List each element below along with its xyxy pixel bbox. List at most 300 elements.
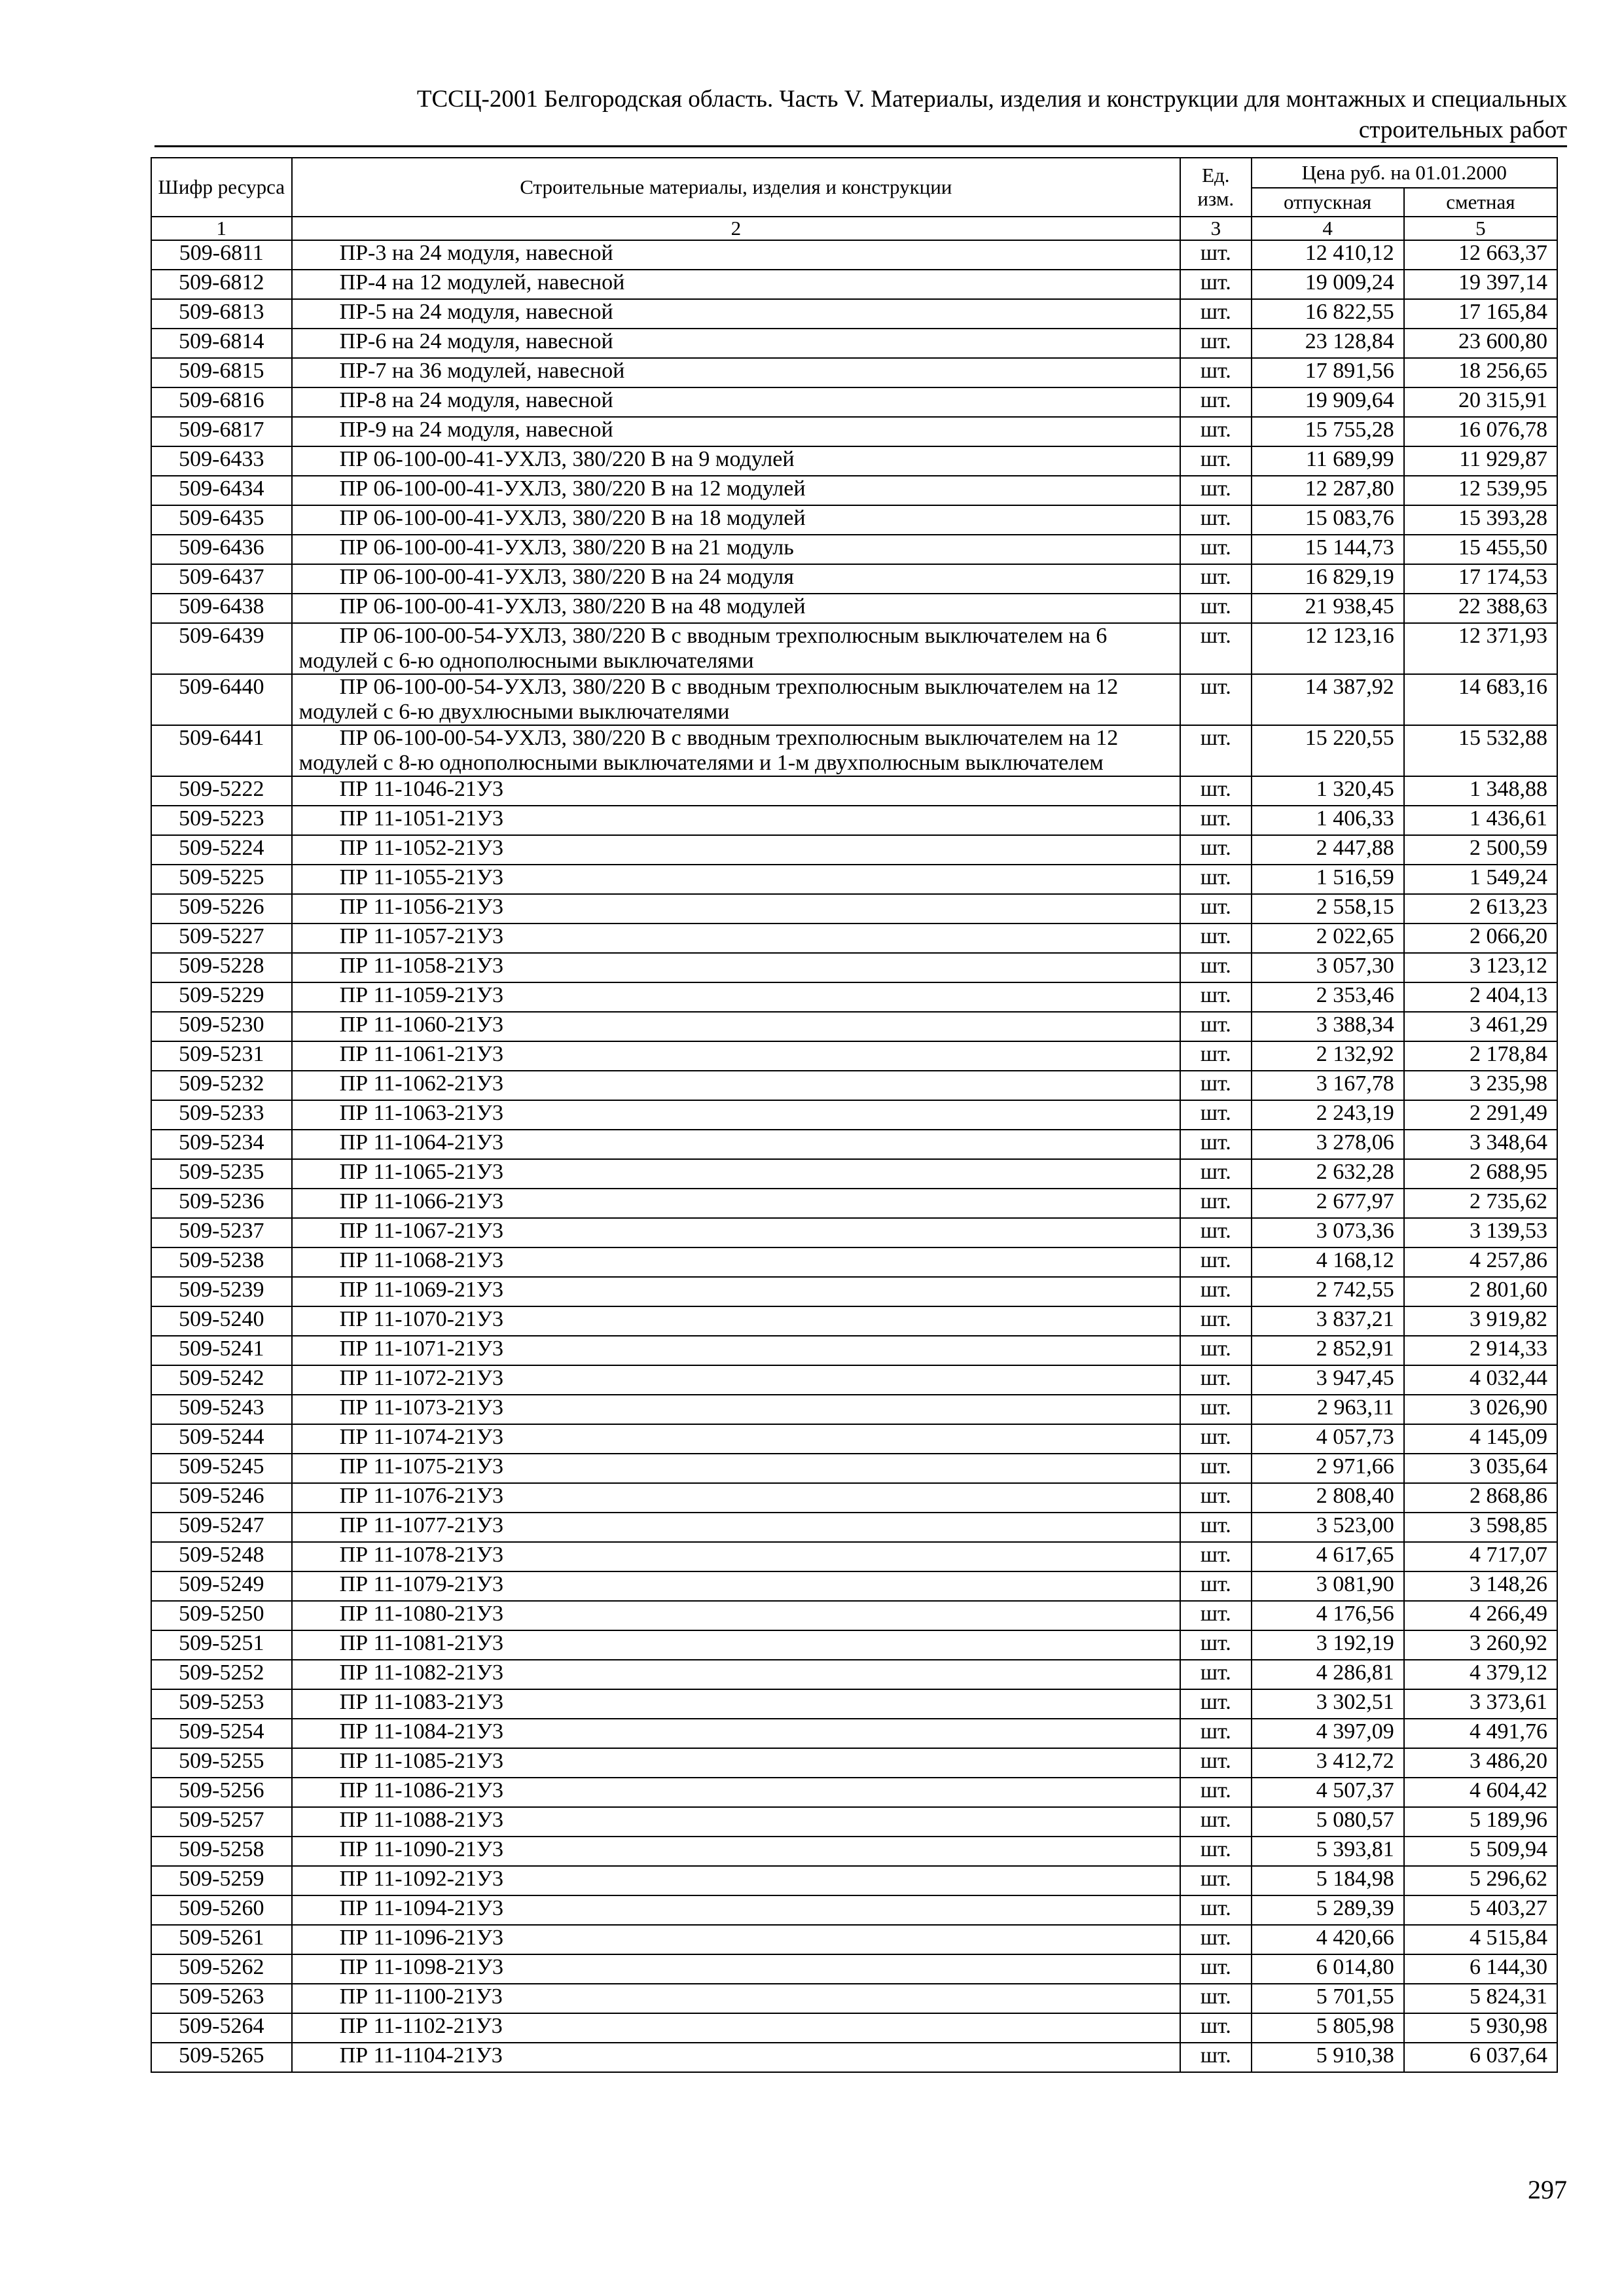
unit-cell: шт. [1180,725,1251,776]
table-row [151,623,1557,674]
col-number: 2 [292,217,1181,240]
table-row [151,329,1557,358]
unit-cell: шт. [1180,1012,1251,1041]
material-name-cell: ПР 11-1072-21У3 [292,1365,1181,1395]
estimate-price-cell: 15 532,88 [1404,725,1557,776]
unit-cell: шт. [1180,358,1251,387]
unit-cell: шт. [1180,894,1251,924]
material-name-cell: ПР 11-1085-21У3 [292,1748,1181,1778]
estimate-price-cell: 22 388,63 [1404,594,1557,623]
table-row [151,865,1557,894]
table-row [151,1837,1557,1866]
release-price-cell: 2 558,15 [1252,894,1404,924]
release-price-cell: 16 822,55 [1252,299,1404,329]
release-price-cell: 4 507,37 [1252,1778,1404,1807]
unit-cell: шт. [1180,1277,1251,1306]
estimate-price-cell: 4 379,12 [1404,1660,1557,1689]
page-header [154,84,1567,147]
resource-code-cell: 509-5249 [151,1571,292,1601]
resource-code-cell: 509-5239 [151,1277,292,1306]
table-row [151,358,1557,387]
table-row [151,387,1557,417]
release-price-cell: 4 057,73 [1252,1424,1404,1454]
estimate-price-cell: 17 165,84 [1404,299,1557,329]
material-name-cell: ПР 11-1071-21У3 [292,1336,1181,1365]
estimate-price-cell: 2 735,62 [1404,1189,1557,1218]
release-price-cell: 21 938,45 [1252,594,1404,623]
resource-code-cell: 509-5263 [151,1984,292,2013]
resource-code-cell: 509-5253 [151,1689,292,1719]
unit-cell: шт. [1180,2013,1251,2043]
table-row [151,2043,1557,2072]
table-row [151,417,1557,446]
release-price-cell: 17 891,56 [1252,358,1404,387]
page-number: 297 [1528,2175,1567,2204]
table-body [151,240,1557,2072]
col-number: 3 [1180,217,1251,240]
release-price-cell: 15 144,73 [1252,535,1404,564]
resource-code-cell: 509-5238 [151,1247,292,1277]
estimate-price-cell: 3 348,64 [1404,1130,1557,1159]
material-name-cell: ПР 11-1079-21У3 [292,1571,1181,1601]
table-row [151,1071,1557,1100]
material-name-cell: ПР 11-1060-21У3 [292,1012,1181,1041]
material-name-cell: ПР 06-100-00-41-УХЛ3, 380/220 В на 21 модуль [292,535,1181,564]
estimate-price-cell: 17 174,53 [1404,564,1557,594]
unit-cell: шт. [1180,535,1251,564]
material-name-cell: ПР 11-1056-21У3 [292,894,1181,924]
col-header-price-release: отпускная [1252,188,1404,217]
release-price-cell: 2 022,65 [1252,924,1404,953]
unit-cell: шт. [1180,1895,1251,1925]
material-name-cell: ПР 11-1084-21У3 [292,1719,1181,1748]
material-name-cell: ПР 11-1076-21У3 [292,1483,1181,1513]
unit-cell: шт. [1180,2043,1251,2072]
col-header-name: Строительные материалы, изделия и конструкции [292,158,1181,217]
material-name-cell: ПР 06-100-00-41-УХЛ3, 380/220 В на 9 модулей [292,446,1181,476]
price-table [151,157,1558,2073]
unit-cell: шт. [1180,953,1251,982]
release-price-cell: 3 302,51 [1252,1689,1404,1719]
material-name-cell: ПР 11-1070-21У3 [292,1306,1181,1336]
release-price-cell: 4 286,81 [1252,1660,1404,1689]
resource-code-cell: 509-5226 [151,894,292,924]
unit-cell: шт. [1180,299,1251,329]
material-name-cell: ПР 11-1067-21У3 [292,1218,1181,1247]
estimate-price-cell: 2 613,23 [1404,894,1557,924]
resource-code-cell: 509-5260 [151,1895,292,1925]
material-name-cell: ПР 11-1090-21У3 [292,1837,1181,1866]
unit-cell: шт. [1180,1159,1251,1189]
table-row [151,1247,1557,1277]
table-row [151,2013,1557,2043]
material-name-cell: ПР-4 на 12 модулей, навесной [292,270,1181,299]
material-name-cell: ПР 06-100-00-41-УХЛ3, 380/220 В на 48 модулей [292,594,1181,623]
table-row [151,1778,1557,1807]
resource-code-cell: 509-5235 [151,1159,292,1189]
resource-code-cell: 509-6815 [151,358,292,387]
unit-cell: шт. [1180,505,1251,535]
resource-code-cell: 509-5246 [151,1483,292,1513]
material-name-cell: ПР 11-1081-21У3 [292,1630,1181,1660]
release-price-cell: 5 910,38 [1252,2043,1404,2072]
release-price-cell: 12 123,16 [1252,623,1404,674]
unit-cell: шт. [1180,1365,1251,1395]
table-row [151,1807,1557,1837]
estimate-price-cell: 3 139,53 [1404,1218,1557,1247]
release-price-cell: 14 387,92 [1252,674,1404,725]
table-row [151,1483,1557,1513]
table-row [151,1130,1557,1159]
material-name-cell: ПР 11-1074-21У3 [292,1424,1181,1454]
resource-code-cell: 509-5229 [151,982,292,1012]
material-name-cell: ПР 11-1069-21У3 [292,1277,1181,1306]
release-price-cell: 15 755,28 [1252,417,1404,446]
estimate-price-cell: 4 491,76 [1404,1719,1557,1748]
table-row [151,1866,1557,1895]
table-row [151,1454,1557,1483]
estimate-price-cell: 2 178,84 [1404,1041,1557,1071]
col-header-price-estimate: сметная [1404,188,1557,217]
material-name-cell: ПР-6 на 24 модуля, навесной [292,329,1181,358]
resource-code-cell: 509-5232 [151,1071,292,1100]
table-row [151,1660,1557,1689]
resource-code-cell: 509-5242 [151,1365,292,1395]
release-price-cell: 2 632,28 [1252,1159,1404,1189]
estimate-price-cell: 12 371,93 [1404,623,1557,674]
resource-code-cell: 509-6816 [151,387,292,417]
unit-cell: шт. [1180,1542,1251,1571]
unit-cell: шт. [1180,865,1251,894]
resource-code-cell: 509-6811 [151,240,292,270]
table-row [151,1954,1557,1984]
material-name-cell: ПР 11-1078-21У3 [292,1542,1181,1571]
table-row [151,1100,1557,1130]
release-price-cell: 2 742,55 [1252,1277,1404,1306]
table-row [151,1395,1557,1424]
estimate-price-cell: 5 296,62 [1404,1866,1557,1895]
unit-cell: шт. [1180,1866,1251,1895]
release-price-cell: 2 808,40 [1252,1483,1404,1513]
resource-code-cell: 509-5240 [151,1306,292,1336]
release-price-cell: 2 447,88 [1252,835,1404,865]
resource-code-cell: 509-5241 [151,1336,292,1365]
release-price-cell: 4 397,09 [1252,1719,1404,1748]
estimate-price-cell: 2 868,86 [1404,1483,1557,1513]
estimate-price-cell: 4 032,44 [1404,1365,1557,1395]
material-name-cell: ПР 06-100-00-41-УХЛ3, 380/220 В на 18 модулей [292,505,1181,535]
material-name-cell: ПР 06-100-00-54-УХЛ3, 380/220 В с вводным трехполюсным выключателем на 6 модулей с 6-ю однополюсными выключателями [292,623,1181,674]
material-name-cell: ПР 11-1046-21У3 [292,776,1181,806]
resource-code-cell: 509-5256 [151,1778,292,1807]
estimate-price-cell: 5 930,98 [1404,2013,1557,2043]
resource-code-cell: 509-5262 [151,1954,292,1984]
material-name-cell: ПР 06-100-00-54-УХЛ3, 380/220 В с вводным трехполюсным выключателем на 12 модулей с 8-ю однополюсными выключателями и 1-м двухполюсным выключателем [292,725,1181,776]
material-name-cell: ПР 11-1092-21У3 [292,1866,1181,1895]
unit-cell: шт. [1180,1454,1251,1483]
resource-code-cell: 509-5228 [151,953,292,982]
release-price-cell: 1 320,45 [1252,776,1404,806]
estimate-price-cell: 23 600,80 [1404,329,1557,358]
table-row [151,1748,1557,1778]
resource-code-cell: 509-5261 [151,1925,292,1954]
release-price-cell: 4 176,56 [1252,1601,1404,1630]
table-row [151,1984,1557,2013]
unit-cell: шт. [1180,1336,1251,1365]
estimate-price-cell: 2 066,20 [1404,924,1557,953]
table-row [151,806,1557,835]
material-name-cell: ПР 06-100-00-54-УХЛ3, 380/220 В с вводным трехполюсным выключателем на 12 модулей с 6-ю двухлюсными выключателями [292,674,1181,725]
unit-cell: шт. [1180,594,1251,623]
table-row [151,240,1557,270]
release-price-cell: 4 617,65 [1252,1542,1404,1571]
unit-cell: шт. [1180,806,1251,835]
table-row [151,1365,1557,1395]
release-price-cell: 3 388,34 [1252,1012,1404,1041]
release-price-cell: 2 852,91 [1252,1336,1404,1365]
material-name-cell: ПР-5 на 24 модуля, навесной [292,299,1181,329]
header-title-line1: ТССЦ-2001 Белгородская область. Часть V. Материалы, изделия и конструкции для монтажных и специальных [416,86,1567,113]
unit-cell: шт. [1180,1601,1251,1630]
resource-code-cell: 509-5259 [151,1866,292,1895]
release-price-cell: 19 909,64 [1252,387,1404,417]
estimate-price-cell: 14 683,16 [1404,674,1557,725]
resource-code-cell: 509-5231 [151,1041,292,1071]
table-row [151,270,1557,299]
resource-code-cell: 509-5254 [151,1719,292,1748]
release-price-cell: 2 132,92 [1252,1041,1404,1071]
resource-code-cell: 509-5230 [151,1012,292,1041]
resource-code-cell: 509-6440 [151,674,292,725]
table-row [151,1336,1557,1365]
material-name-cell: ПР 11-1061-21У3 [292,1041,1181,1071]
material-name-cell: ПР 11-1088-21У3 [292,1807,1181,1837]
table-row [151,1542,1557,1571]
col-number: 4 [1252,217,1404,240]
release-price-cell: 12 287,80 [1252,476,1404,505]
resource-code-cell: 509-5223 [151,806,292,835]
estimate-price-cell: 2 291,49 [1404,1100,1557,1130]
estimate-price-cell: 2 404,13 [1404,982,1557,1012]
unit-cell: шт. [1180,1954,1251,1984]
estimate-price-cell: 3 035,64 [1404,1454,1557,1483]
resource-code-cell: 509-5258 [151,1837,292,1866]
estimate-price-cell: 2 688,95 [1404,1159,1557,1189]
resource-code-cell: 509-5251 [151,1630,292,1660]
table-row [151,1895,1557,1925]
table-row [151,594,1557,623]
resource-code-cell: 509-5222 [151,776,292,806]
material-name-cell: ПР 11-1068-21У3 [292,1247,1181,1277]
header-title-line2: строительных работ [1358,117,1567,143]
table-row [151,1189,1557,1218]
estimate-price-cell: 4 604,42 [1404,1778,1557,1807]
estimate-price-cell: 11 929,87 [1404,446,1557,476]
material-name-cell: ПР-8 на 24 модуля, навесной [292,387,1181,417]
table-row [151,1719,1557,1748]
unit-cell: шт. [1180,1925,1251,1954]
table-row [151,894,1557,924]
unit-cell: шт. [1180,1689,1251,1719]
table-row [151,1218,1557,1247]
unit-cell: шт. [1180,623,1251,674]
estimate-price-cell: 4 266,49 [1404,1601,1557,1630]
resource-code-cell: 509-5227 [151,924,292,953]
estimate-price-cell: 5 509,94 [1404,1837,1557,1866]
estimate-price-cell: 2 500,59 [1404,835,1557,865]
estimate-price-cell: 2 801,60 [1404,1277,1557,1306]
unit-cell: шт. [1180,924,1251,953]
column-number-row [151,217,1557,240]
material-name-cell: ПР 11-1073-21У3 [292,1395,1181,1424]
release-price-cell: 5 184,98 [1252,1866,1404,1895]
resource-code-cell: 509-5225 [151,865,292,894]
resource-code-cell: 509-5237 [151,1218,292,1247]
resource-code-cell: 509-6439 [151,623,292,674]
unit-cell: шт. [1180,1984,1251,2013]
estimate-price-cell: 12 663,37 [1404,240,1557,270]
release-price-cell: 2 963,11 [1252,1395,1404,1424]
unit-cell: шт. [1180,1395,1251,1424]
estimate-price-cell: 4 515,84 [1404,1925,1557,1954]
table-row [151,1571,1557,1601]
release-price-cell: 6 014,80 [1252,1954,1404,1984]
col-header-unit: Ед. изм. [1180,158,1251,217]
resource-code-cell: 509-5245 [151,1454,292,1483]
table-row [151,535,1557,564]
release-price-cell: 4 168,12 [1252,1247,1404,1277]
release-price-cell: 5 289,39 [1252,1895,1404,1925]
estimate-price-cell: 6 037,64 [1404,2043,1557,2072]
release-price-cell: 2 243,19 [1252,1100,1404,1130]
unit-cell: шт. [1180,417,1251,446]
unit-cell: шт. [1180,1571,1251,1601]
resource-code-cell: 509-6812 [151,270,292,299]
material-name-cell: ПР 11-1096-21У3 [292,1925,1181,1954]
unit-cell: шт. [1180,1130,1251,1159]
resource-code-cell: 509-5265 [151,2043,292,2072]
table-row [151,1513,1557,1542]
col-number: 1 [151,217,292,240]
resource-code-cell: 509-6441 [151,725,292,776]
release-price-cell: 3 073,36 [1252,1218,1404,1247]
estimate-price-cell: 4 145,09 [1404,1424,1557,1454]
material-name-cell: ПР 11-1086-21У3 [292,1778,1181,1807]
material-name-cell: ПР 11-1075-21У3 [292,1454,1181,1483]
unit-cell: шт. [1180,1424,1251,1454]
estimate-price-cell: 12 539,95 [1404,476,1557,505]
estimate-price-cell: 1 549,24 [1404,865,1557,894]
release-price-cell: 4 420,66 [1252,1925,1404,1954]
unit-cell: шт. [1180,329,1251,358]
estimate-price-cell: 5 824,31 [1404,1984,1557,2013]
resource-code-cell: 509-5224 [151,835,292,865]
table-row [151,1925,1557,1954]
estimate-price-cell: 3 235,98 [1404,1071,1557,1100]
unit-cell: шт. [1180,1807,1251,1837]
material-name-cell: ПР 11-1055-21У3 [292,865,1181,894]
resource-code-cell: 509-5255 [151,1748,292,1778]
table-row [151,1689,1557,1719]
release-price-cell: 19 009,24 [1252,270,1404,299]
unit-cell: шт. [1180,1041,1251,1071]
estimate-price-cell: 15 455,50 [1404,535,1557,564]
estimate-price-cell: 5 189,96 [1404,1807,1557,1837]
table-row [151,924,1557,953]
col-header-price: Цена руб. на 01.01.2000 [1252,158,1558,188]
release-price-cell: 2 677,97 [1252,1189,1404,1218]
table-row [151,1041,1557,1071]
release-price-cell: 3 837,21 [1252,1306,1404,1336]
material-name-cell: ПР 11-1082-21У3 [292,1660,1181,1689]
table-row [151,476,1557,505]
unit-cell: шт. [1180,270,1251,299]
resource-code-cell: 509-6437 [151,564,292,594]
material-name-cell: ПР 11-1065-21У3 [292,1159,1181,1189]
table-row [151,776,1557,806]
material-name-cell: ПР 11-1080-21У3 [292,1601,1181,1630]
resource-code-cell: 509-5248 [151,1542,292,1571]
material-name-cell: ПР 11-1104-21У3 [292,2043,1181,2072]
material-name-cell: ПР 11-1102-21У3 [292,2013,1181,2043]
estimate-price-cell: 3 486,20 [1404,1748,1557,1778]
resource-code-cell: 509-5234 [151,1130,292,1159]
release-price-cell: 12 410,12 [1252,240,1404,270]
material-name-cell: ПР 11-1063-21У3 [292,1100,1181,1130]
unit-cell: шт. [1180,240,1251,270]
estimate-price-cell: 3 598,85 [1404,1513,1557,1542]
resource-code-cell: 509-5247 [151,1513,292,1542]
table-row [151,1601,1557,1630]
table-row [151,446,1557,476]
resource-code-cell: 509-5244 [151,1424,292,1454]
unit-cell: шт. [1180,1837,1251,1866]
release-price-cell: 15 220,55 [1252,725,1404,776]
estimate-price-cell: 3 148,26 [1404,1571,1557,1601]
table-row [151,1630,1557,1660]
release-price-cell: 5 805,98 [1252,2013,1404,2043]
resource-code-cell: 509-6433 [151,446,292,476]
release-price-cell: 2 353,46 [1252,982,1404,1012]
col-number: 5 [1404,217,1557,240]
table-row [151,299,1557,329]
release-price-cell: 3 523,00 [1252,1513,1404,1542]
estimate-price-cell: 15 393,28 [1404,505,1557,535]
table-row [151,1277,1557,1306]
unit-cell: шт. [1180,835,1251,865]
unit-cell: шт. [1180,1071,1251,1100]
resource-code-cell: 509-6817 [151,417,292,446]
unit-cell: шт. [1180,387,1251,417]
material-name-cell: ПР 11-1100-21У3 [292,1984,1181,2013]
release-price-cell: 16 829,19 [1252,564,1404,594]
estimate-price-cell: 20 315,91 [1404,387,1557,417]
unit-cell: шт. [1180,1306,1251,1336]
unit-cell: шт. [1180,1247,1251,1277]
resource-code-cell: 509-5252 [151,1660,292,1689]
release-price-cell: 3 278,06 [1252,1130,1404,1159]
release-price-cell: 5 080,57 [1252,1807,1404,1837]
material-name-cell: ПР 11-1083-21У3 [292,1689,1181,1719]
unit-cell: шт. [1180,1660,1251,1689]
unit-cell: шт. [1180,1630,1251,1660]
unit-cell: шт. [1180,776,1251,806]
table-row [151,564,1557,594]
table-row [151,1306,1557,1336]
material-name-cell: ПР-7 на 36 модулей, навесной [292,358,1181,387]
estimate-price-cell: 3 123,12 [1404,953,1557,982]
unit-cell: шт. [1180,1100,1251,1130]
